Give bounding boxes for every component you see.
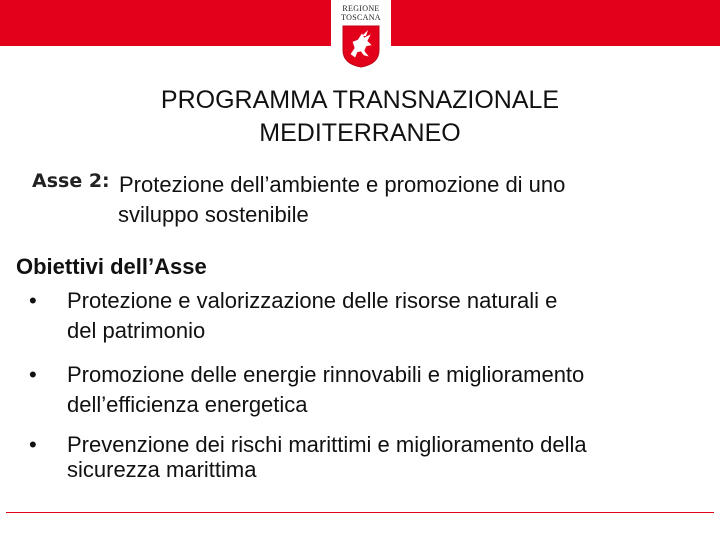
- asse-description: [118, 170, 698, 230]
- region-logo: [331, 0, 391, 74]
- objective-line2: dell’efficienza energetica: [67, 392, 308, 417]
- asse-label: Asse 2:: [32, 170, 110, 192]
- bullet-icon: •: [29, 362, 37, 387]
- title-line1: PROGRAMMA TRANSNAZIONALE: [160, 86, 560, 114]
- objective-line1: Prevenzione dei rischi marittimi e miglioramento della: [67, 432, 587, 457]
- objective-line1: Promozione delle energie rinnovabili e miglioramento: [67, 362, 585, 387]
- pegasus-emblem-icon: [340, 24, 382, 68]
- asse-text-line2: sviluppo sostenibile: [118, 202, 309, 227]
- objective-line1: Protezione e valorizzazione delle risorse naturali e: [67, 288, 558, 313]
- objectives-heading: Obiettivi dell’Asse: [16, 254, 207, 279]
- objective-line2: sicurezza marittima: [67, 457, 257, 482]
- bullet-icon: •: [29, 432, 37, 457]
- logo-text-line1: REGIONE: [342, 4, 380, 13]
- logo-text-line2: TOSCANA: [341, 13, 381, 22]
- slide-title: [0, 84, 720, 150]
- title-line2: MEDITERRANEO: [259, 119, 461, 147]
- asse-text-line1: Protezione dell’ambiente e promozione di uno: [119, 172, 566, 197]
- objective-line2: del patrimonio: [67, 318, 206, 343]
- bullet-icon: •: [29, 288, 37, 313]
- footer-divider: [6, 512, 714, 513]
